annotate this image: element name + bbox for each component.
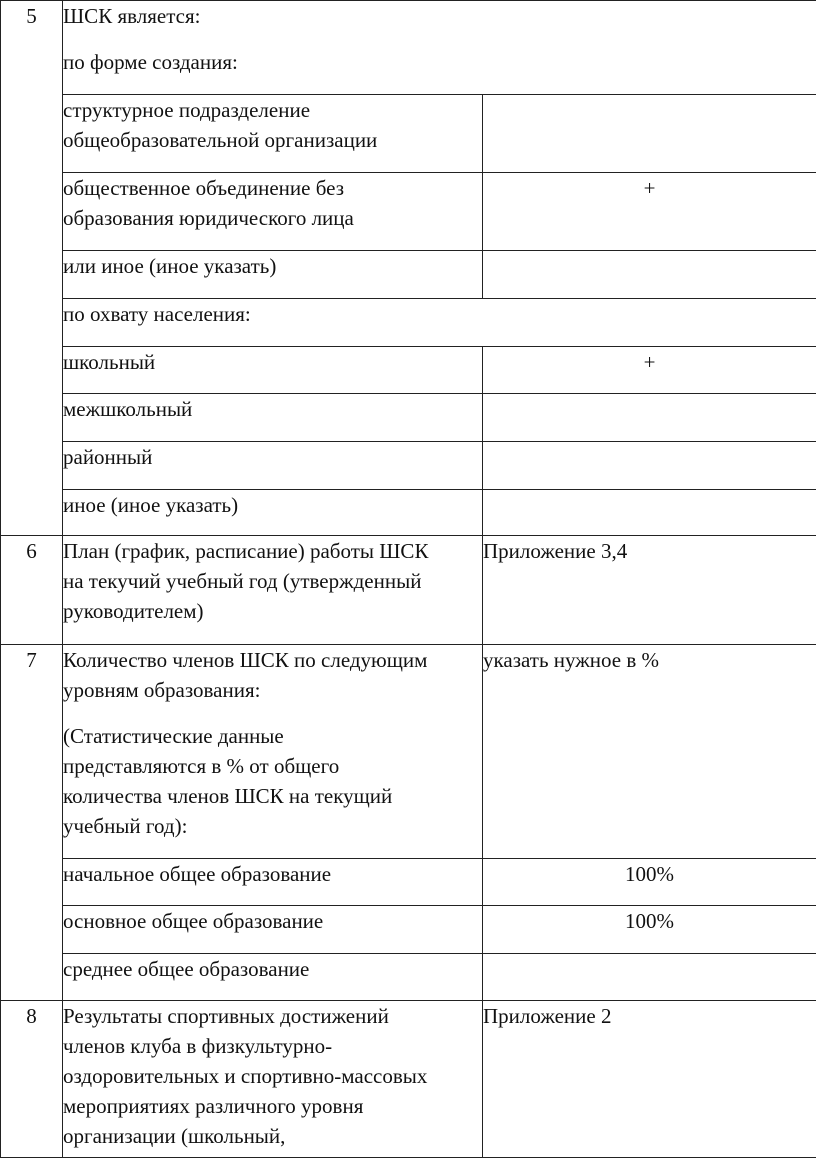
coverage-item-row [1, 347, 816, 394]
row-7-line: Количество членов ШСК по следующим [63, 648, 428, 672]
row-8-line: организации (школьный, [63, 1124, 286, 1148]
level-row [1, 906, 816, 954]
form-item-label [63, 95, 483, 173]
form-item-mark: + [483, 173, 816, 251]
coverage-item-label: районный [63, 442, 483, 490]
row-7-value: указать нужное в % [483, 645, 816, 859]
row-7-note-line: учебный год): [63, 814, 188, 838]
row-6-line: План (график, расписание) работы ШСК [63, 539, 429, 563]
row-7-header [1, 645, 816, 859]
row-number-7: 7 [1, 645, 63, 1001]
row-7-line: уровням образования: [63, 678, 261, 702]
row-8-value: Приложение 2 [483, 1001, 816, 1158]
form-item-line: общеобразовательной организации [63, 128, 378, 152]
coverage-item-mark [483, 442, 816, 490]
row-7-note-line: представляются в % от общего [63, 754, 340, 778]
level-label: начальное общее образование [63, 859, 483, 906]
row-8-line: членов клуба в физкультурно- [63, 1034, 333, 1058]
row-5-title-cell [63, 1, 816, 95]
coverage-item-mark [483, 490, 816, 536]
level-value: 100% [483, 859, 816, 906]
form-item-row [1, 173, 816, 251]
form-item-mark [483, 251, 816, 299]
coverage-item-mark: + [483, 347, 816, 394]
row-6-value: Приложение 3,4 [483, 536, 816, 645]
form-item-mark [483, 95, 816, 173]
coverage-heading-row [1, 299, 816, 347]
form-item-line: образования юридического лица [63, 206, 354, 230]
form-item-line: общественное объединение без [63, 176, 344, 200]
coverage-item-row [1, 394, 816, 442]
level-row [1, 859, 816, 906]
form-item-line: структурное подразделение [63, 98, 311, 122]
form-item-label [63, 173, 483, 251]
row-number-8: 8 [1, 1001, 63, 1158]
level-value: 100% [483, 906, 816, 954]
coverage-heading: по охвату населения: [63, 299, 816, 347]
row-7-text [63, 645, 483, 859]
row-7-note-line: количества членов ШСК на текущий [63, 784, 393, 808]
form-heading: по форме создания: [63, 50, 238, 74]
row-8-line: Результаты спортивных достижений [63, 1004, 389, 1028]
level-label: основное общее образование [63, 906, 483, 954]
row-number-5: 5 [1, 1, 63, 536]
row-8-line: мероприятиях различного уровня [63, 1094, 364, 1118]
row-6-text [63, 536, 483, 645]
coverage-item-label: иное (иное указать) [63, 490, 483, 536]
row-5-title: ШСК является: [63, 4, 201, 28]
row-5-header [1, 1, 816, 95]
coverage-item-row [1, 442, 816, 490]
row-8-text [63, 1001, 483, 1158]
coverage-item-label: школьный [63, 347, 483, 394]
row-number-6: 6 [1, 536, 63, 645]
level-value [483, 954, 816, 1001]
row-6-line: руководителем) [63, 599, 204, 623]
level-label: среднее общее образование [63, 954, 483, 1001]
form-item-row [1, 95, 816, 173]
coverage-item-row [1, 490, 816, 536]
form-item-label: или иное (иное указать) [63, 251, 483, 299]
form-item-row [1, 251, 816, 299]
row-6-line: на текучий учебный год (утвержденный [63, 569, 422, 593]
row-6 [1, 536, 816, 645]
coverage-item-label: межшкольный [63, 394, 483, 442]
level-row [1, 954, 816, 1001]
row-8 [1, 1001, 816, 1158]
row-8-line: оздоровительных и спортивно-массовых [63, 1064, 428, 1088]
row-7-note-line: (Статистические данные [63, 724, 284, 748]
coverage-item-mark [483, 394, 816, 442]
